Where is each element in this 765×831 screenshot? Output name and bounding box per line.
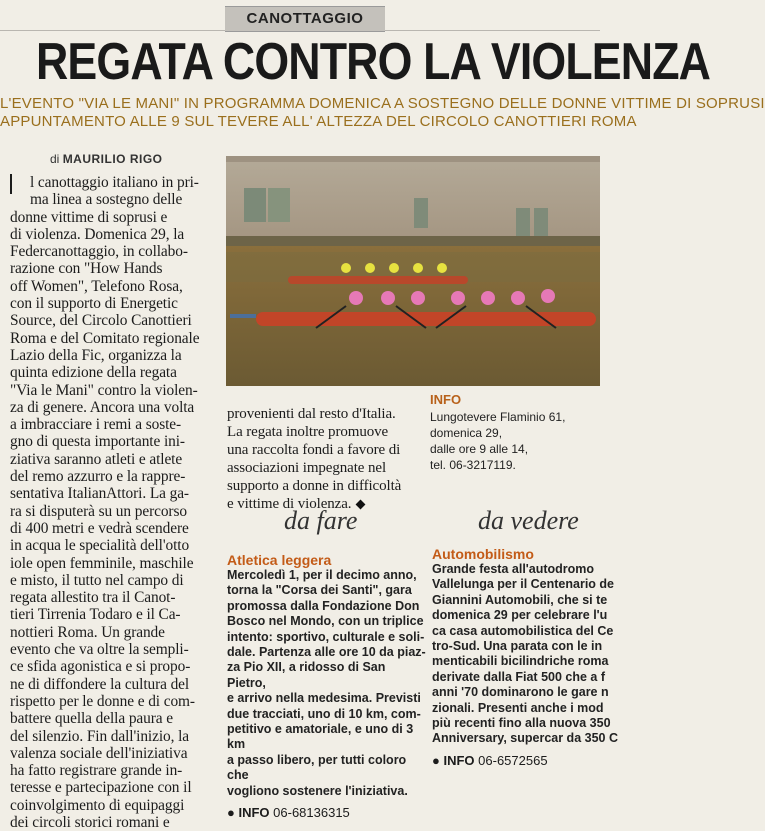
text-line: menticabili bicilindriche roma	[432, 654, 609, 669]
text-line: due tracciati, uno di 10 km, com-	[227, 706, 421, 721]
text-line: tel. 06-3217119.	[430, 458, 516, 472]
text-line: ra si disputerà su un percorso	[10, 502, 187, 520]
text-line: quinta edizione della regata	[10, 364, 177, 382]
text-line: domenica 29 per celebrare l'u	[432, 608, 608, 623]
text-line: Roma e del Comitato regionale	[10, 329, 200, 347]
card-info-da-vedere: ● INFO 06-6572565	[432, 752, 548, 768]
info-tag: INFO	[430, 392, 462, 407]
info-label: INFO	[238, 805, 270, 821]
text-line: "Via le Mani" contro la violen-	[10, 381, 198, 399]
text-line: supporto a donne in difficoltà	[227, 478, 402, 494]
text-line: Lazio della Fic, organizza la	[10, 346, 182, 364]
text-line: Lungotevere Flaminio 61,	[430, 410, 566, 424]
text-line: più recenti fino alla nuova 350	[432, 716, 611, 731]
text-line: torna la "Corsa dei Santi", gara	[227, 583, 412, 598]
info-label: INFO	[443, 752, 475, 768]
text-line: Federcanottaggio, in collabo-	[10, 243, 188, 261]
text-line: Vallelunga per il Centenario de	[432, 577, 614, 592]
text-line: Anniversary, supercar da 350 C	[432, 731, 618, 746]
text-line: donne vittime di soprusi e	[10, 208, 168, 226]
text-line: derivate dalla Fiat 500 che a f	[432, 669, 605, 684]
text-line: La regata inoltre promuove	[227, 424, 389, 440]
text-line: tieri Tirrenia Todaro e il Ca-	[10, 606, 181, 624]
headline: REGATA CONTRO LA VIOLENZA	[36, 33, 711, 91]
text-line: off Women", Telefono Rosa,	[10, 277, 183, 295]
text-line: con il supporto di Energetic	[10, 295, 178, 313]
text-line: Mercoledì 1, per il decimo anno,	[227, 568, 417, 582]
text-line: za di genere. Ancora una volta	[10, 398, 195, 416]
article-photo	[226, 156, 600, 386]
section-kicker: CANOTTAGGIO	[225, 6, 385, 32]
text-line: e vittime di violenza.	[227, 495, 417, 513]
text-line: razione con "How Hands	[10, 260, 163, 278]
card-text-da-fare	[227, 568, 427, 799]
text-line: una raccolta fondi a favore di	[227, 442, 401, 458]
text-line: ziativa saranno atleti e atlete	[10, 450, 183, 468]
card-da-vedere	[432, 546, 618, 768]
text-line: l canottaggio italiano in pri-	[10, 174, 220, 191]
info-box-text	[430, 409, 600, 473]
text-line: valenza sociale dell'iniziativa	[10, 744, 188, 762]
text-line: del remo azzurro e la rappre-	[10, 468, 186, 486]
text-line: e arrivo nella medesima. Previsti	[227, 691, 421, 706]
text-line: a passo libero, per tutti coloro che	[227, 752, 407, 783]
text-line: Source, del Circolo Canottieri	[10, 312, 192, 330]
article-column-2	[227, 405, 417, 513]
text-line: teresse e partecipazione con il	[10, 779, 192, 797]
info-box	[430, 391, 600, 473]
text-line: regata allestito tra il Canot-	[10, 589, 176, 607]
section-title-da-vedere: da vedere	[478, 506, 579, 535]
text-line: promossa dalla Fondazione Don	[227, 598, 420, 613]
card-category-automobilismo: Automobilismo	[432, 546, 534, 562]
text-line: dale. Partenza alle ore 10 da piaz-	[227, 645, 426, 660]
text-line: iole open femminile, maschile	[10, 554, 194, 572]
text-line: coinvolgimento di equipaggi	[10, 796, 185, 814]
text-line: intento: sportivo, culturale e soli-	[227, 629, 425, 644]
subheadline-line-1: L'EVENTO "VIA LE MANI" IN PROGRAMMA DOMENICA A SOSTEGNO DELLE DONNE VITTIME DI SOPRUSI	[0, 95, 765, 112]
text-line: dei circoli storici romani e	[10, 813, 170, 831]
text-line: ne di diffondere la cultura del	[10, 675, 190, 693]
info-phone: 06-68136315	[273, 805, 350, 821]
text-line: ca casa automobilistica del Ce	[432, 623, 614, 638]
text-line: gno di questa importante ini-	[10, 433, 185, 451]
rowing-photo-illustration	[226, 156, 600, 386]
text-line: di violenza. Domenica 29, la	[10, 225, 185, 243]
text-line: rispetto per le donne e di com-	[10, 692, 195, 710]
text-line: ha fatto registrare grande in-	[10, 762, 183, 780]
text-line: nottieri Roma. Un grande	[10, 623, 165, 641]
text-line: tro-Sud. Una parata con le in	[432, 639, 603, 654]
text-line: sentativa ItalianAttori. La ga-	[10, 485, 189, 503]
card-da-fare	[227, 552, 427, 820]
text-line: del silenzio. Fin dall'inizio, la	[10, 727, 189, 745]
card-category-atletica: Atletica leggera	[227, 552, 332, 568]
card-text-da-vedere	[432, 562, 618, 747]
text-line: zionali. Presenti anche i mod	[432, 700, 604, 715]
text-line: ce sfida agonistica e si propo-	[10, 658, 191, 676]
text-line: dalle ore 9 alle 14,	[430, 442, 529, 456]
text-line: petitivo e amatoriale, e uno di 3 km	[227, 722, 414, 752]
info-phone: 06-6572565	[478, 752, 548, 768]
text-line: domenica 29,	[430, 426, 503, 440]
text-line: in acqua le specialità dell'otto	[10, 537, 190, 555]
text-line: Giannini Automobili, che si te	[432, 592, 608, 607]
text-line: ma linea a sostegno delle	[30, 191, 183, 209]
text-line: za Pio XII, a ridosso di San Pietro,	[227, 660, 386, 690]
text-line: provenienti dal resto d'Italia.	[227, 406, 396, 422]
drop-cap	[10, 174, 24, 194]
section-title-da-fare: da fare	[284, 506, 358, 535]
text-line: evento che va oltre la sempli-	[10, 641, 189, 659]
byline-prefix: di	[50, 152, 60, 166]
text-line: vogliono sostenere l'iniziativa.	[227, 783, 408, 798]
article-column-1	[10, 174, 220, 831]
text-line: Bosco nel Mondo, con un triplice	[227, 614, 424, 629]
subheadline	[0, 95, 765, 131]
byline	[50, 152, 163, 166]
text-line: Grande festa all'autodromo	[432, 562, 595, 576]
subheadline-line-2: APPUNTAMENTO ALLE 9 SUL TEVERE ALL' ALTEZZA DEL CIRCOLO CANOTTIERI ROMA	[0, 113, 637, 130]
text-line: di 400 metri e vedrà scendere	[10, 519, 189, 537]
text-line: battere quella della paura e	[10, 710, 173, 728]
card-info-da-fare: ● INFO 06-68136315	[227, 805, 350, 821]
end-mark-icon	[356, 500, 366, 510]
text-line: a imbracciare i remi a soste-	[10, 416, 182, 434]
text-line: anni '70 dominarono le gare n	[432, 685, 609, 700]
text-line: associazioni impegnate nel	[227, 460, 387, 476]
text-line: e misto, il tutto nel campo di	[10, 571, 184, 589]
byline-author: MAURILIO RIGO	[62, 152, 163, 166]
